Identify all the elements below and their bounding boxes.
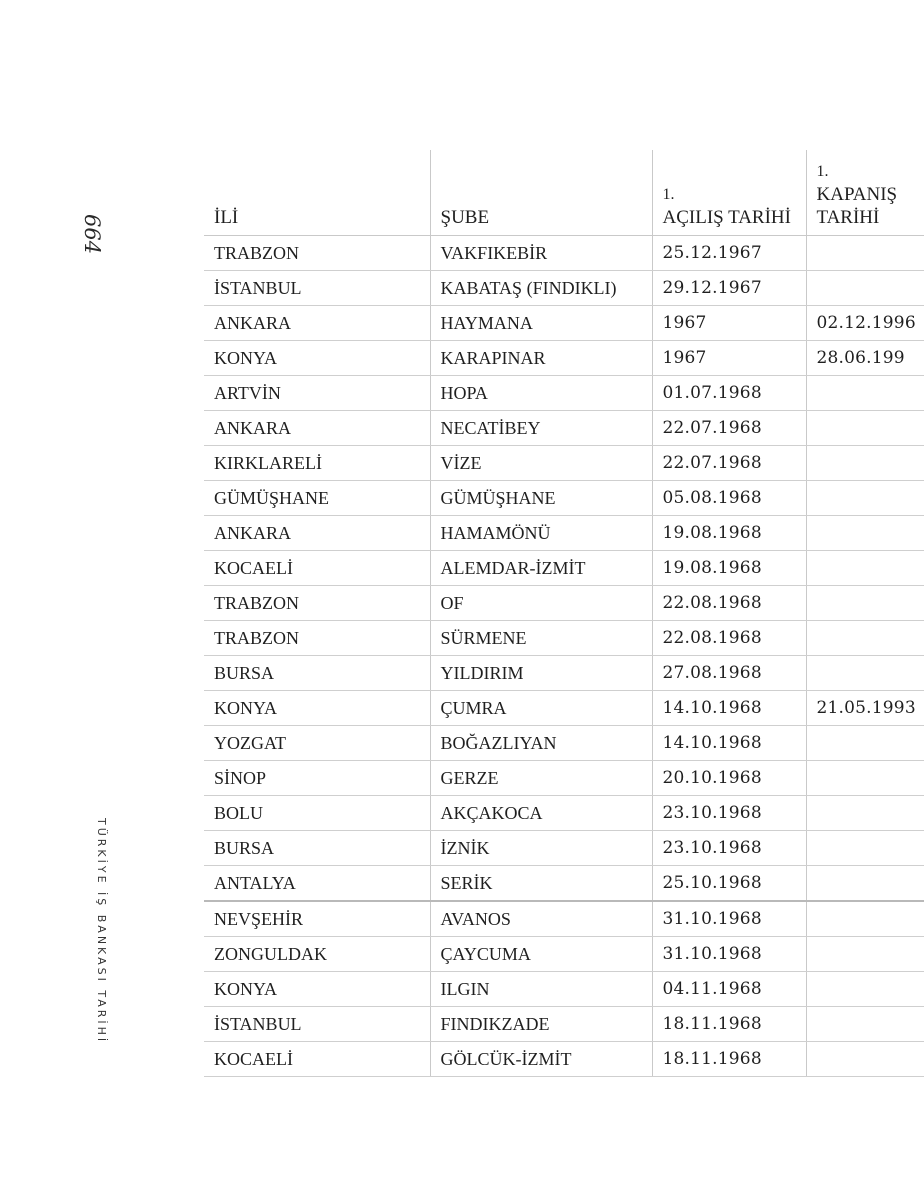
cell-il: ANTALYA [204, 866, 430, 902]
cell-acilis: 01.07.1968 [652, 376, 806, 411]
cell-sube: İZNİK [430, 831, 652, 866]
cell-kapanis [806, 376, 924, 411]
table-body [204, 236, 924, 1077]
cell-kapanis [806, 446, 924, 481]
header-il: İLİ [204, 150, 430, 236]
cell-il: TRABZON [204, 236, 430, 271]
table-row [204, 271, 924, 306]
header-sube: ŞUBE [430, 150, 652, 236]
header-kapanis [806, 150, 924, 236]
cell-il: ARTVİN [204, 376, 430, 411]
cell-acilis: 27.08.1968 [652, 656, 806, 691]
cell-il: KOCAELİ [204, 1042, 430, 1077]
cell-acilis: 22.08.1968 [652, 586, 806, 621]
cell-il: KONYA [204, 341, 430, 376]
cell-sube: HAYMANA [430, 306, 652, 341]
cell-acilis: 19.08.1968 [652, 551, 806, 586]
cell-sube: VAKFIKEBİR [430, 236, 652, 271]
page-number: 664 [80, 214, 104, 255]
cell-il: YOZGAT [204, 726, 430, 761]
table-row [204, 586, 924, 621]
cell-acilis: 19.08.1968 [652, 516, 806, 551]
cell-sube: FINDIKZADE [430, 1007, 652, 1042]
cell-sube: AKÇAKOCA [430, 796, 652, 831]
cell-kapanis [806, 271, 924, 306]
cell-acilis: 31.10.1968 [652, 901, 806, 937]
table-row [204, 551, 924, 586]
cell-acilis: 25.10.1968 [652, 866, 806, 902]
cell-kapanis [806, 516, 924, 551]
cell-kapanis: 02.12.1996 [806, 306, 924, 341]
cell-sube: GÖLCÜK-İZMİT [430, 1042, 652, 1077]
cell-il: ANKARA [204, 516, 430, 551]
table-row [204, 796, 924, 831]
cell-kapanis [806, 901, 924, 937]
cell-sube: HAMAMÖNÜ [430, 516, 652, 551]
cell-sube: SÜRMENE [430, 621, 652, 656]
cell-il: GÜMÜŞHANE [204, 481, 430, 516]
table-row [204, 411, 924, 446]
cell-kapanis [806, 656, 924, 691]
header-acilis-number: 1. [662, 186, 675, 203]
cell-acilis: 25.12.1967 [652, 236, 806, 271]
cell-kapanis [806, 1042, 924, 1077]
table-row [204, 341, 924, 376]
cell-sube: ALEMDAR-İZMİT [430, 551, 652, 586]
cell-sube: OF [430, 586, 652, 621]
cell-acilis: 22.07.1968 [652, 446, 806, 481]
running-title: TÜRKİYE İŞ BANKASI TARİHİ [95, 818, 108, 1045]
header-acilis-label: AÇILIŞ TARİHİ [662, 207, 791, 228]
table-row [204, 481, 924, 516]
cell-il: SİNOP [204, 761, 430, 796]
cell-kapanis [806, 551, 924, 586]
cell-il: KOCAELİ [204, 551, 430, 586]
header-kapanis-number: 1. [816, 163, 829, 180]
cell-il: İSTANBUL [204, 1007, 430, 1042]
table-row [204, 691, 924, 726]
table-row [204, 831, 924, 866]
cell-kapanis: 21.05.1993 [806, 691, 924, 726]
table-row [204, 1007, 924, 1042]
cell-sube: VİZE [430, 446, 652, 481]
cell-kapanis [806, 726, 924, 761]
cell-acilis: 22.08.1968 [652, 621, 806, 656]
table-row [204, 306, 924, 341]
table-row [204, 376, 924, 411]
cell-kapanis [806, 1007, 924, 1042]
cell-kapanis [806, 972, 924, 1007]
cell-sube: HOPA [430, 376, 652, 411]
cell-acilis: 23.10.1968 [652, 831, 806, 866]
cell-acilis: 31.10.1968 [652, 937, 806, 972]
cell-sube: BOĞAZLIYAN [430, 726, 652, 761]
cell-kapanis [806, 866, 924, 902]
cell-kapanis [806, 411, 924, 446]
header-kapanis-label: KAPANIŞ TARİHİ [816, 184, 898, 228]
cell-il: KIRKLARELİ [204, 446, 430, 481]
cell-il: TRABZON [204, 586, 430, 621]
cell-il: BURSA [204, 656, 430, 691]
cell-sube: SERİK [430, 866, 652, 902]
cell-kapanis: 28.06.199 [806, 341, 924, 376]
table-row [204, 236, 924, 271]
cell-il: BURSA [204, 831, 430, 866]
cell-il: ANKARA [204, 411, 430, 446]
cell-sube: KABATAŞ (FINDIKLI) [430, 271, 652, 306]
table-row [204, 866, 924, 902]
cell-kapanis [806, 236, 924, 271]
cell-sube: ÇAYCUMA [430, 937, 652, 972]
cell-acilis: 20.10.1968 [652, 761, 806, 796]
branch-table [204, 150, 924, 1077]
cell-kapanis [806, 796, 924, 831]
cell-acilis: 18.11.1968 [652, 1042, 806, 1077]
cell-kapanis [806, 831, 924, 866]
table-row [204, 972, 924, 1007]
table-row [204, 446, 924, 481]
table-row [204, 1042, 924, 1077]
cell-acilis: 14.10.1968 [652, 726, 806, 761]
header-acilis [652, 150, 806, 236]
cell-acilis: 05.08.1968 [652, 481, 806, 516]
cell-acilis: 22.07.1968 [652, 411, 806, 446]
cell-sube: NECATİBEY [430, 411, 652, 446]
cell-acilis: 04.11.1968 [652, 972, 806, 1007]
table-row [204, 656, 924, 691]
cell-il: KONYA [204, 691, 430, 726]
table-row [204, 621, 924, 656]
cell-acilis: 18.11.1968 [652, 1007, 806, 1042]
cell-kapanis [806, 761, 924, 796]
cell-sube: YILDIRIM [430, 656, 652, 691]
cell-il: ZONGULDAK [204, 937, 430, 972]
cell-acilis: 1967 [652, 341, 806, 376]
branch-table-container [204, 150, 916, 1069]
table-row [204, 726, 924, 761]
cell-sube: ÇUMRA [430, 691, 652, 726]
cell-kapanis [806, 621, 924, 656]
table-header-row [204, 150, 924, 236]
cell-il: TRABZON [204, 621, 430, 656]
cell-kapanis [806, 586, 924, 621]
cell-sube: GERZE [430, 761, 652, 796]
cell-il: ANKARA [204, 306, 430, 341]
cell-il: BOLU [204, 796, 430, 831]
cell-il: KONYA [204, 972, 430, 1007]
cell-kapanis [806, 481, 924, 516]
cell-sube: GÜMÜŞHANE [430, 481, 652, 516]
cell-acilis: 29.12.1967 [652, 271, 806, 306]
cell-sube: ILGIN [430, 972, 652, 1007]
table-row [204, 516, 924, 551]
cell-acilis: 14.10.1968 [652, 691, 806, 726]
table-row [204, 937, 924, 972]
cell-il: NEVŞEHİR [204, 901, 430, 937]
table-row [204, 901, 924, 937]
table-row [204, 761, 924, 796]
cell-kapanis [806, 937, 924, 972]
cell-sube: AVANOS [430, 901, 652, 937]
cell-il: İSTANBUL [204, 271, 430, 306]
cell-acilis: 1967 [652, 306, 806, 341]
cell-acilis: 23.10.1968 [652, 796, 806, 831]
cell-sube: KARAPINAR [430, 341, 652, 376]
